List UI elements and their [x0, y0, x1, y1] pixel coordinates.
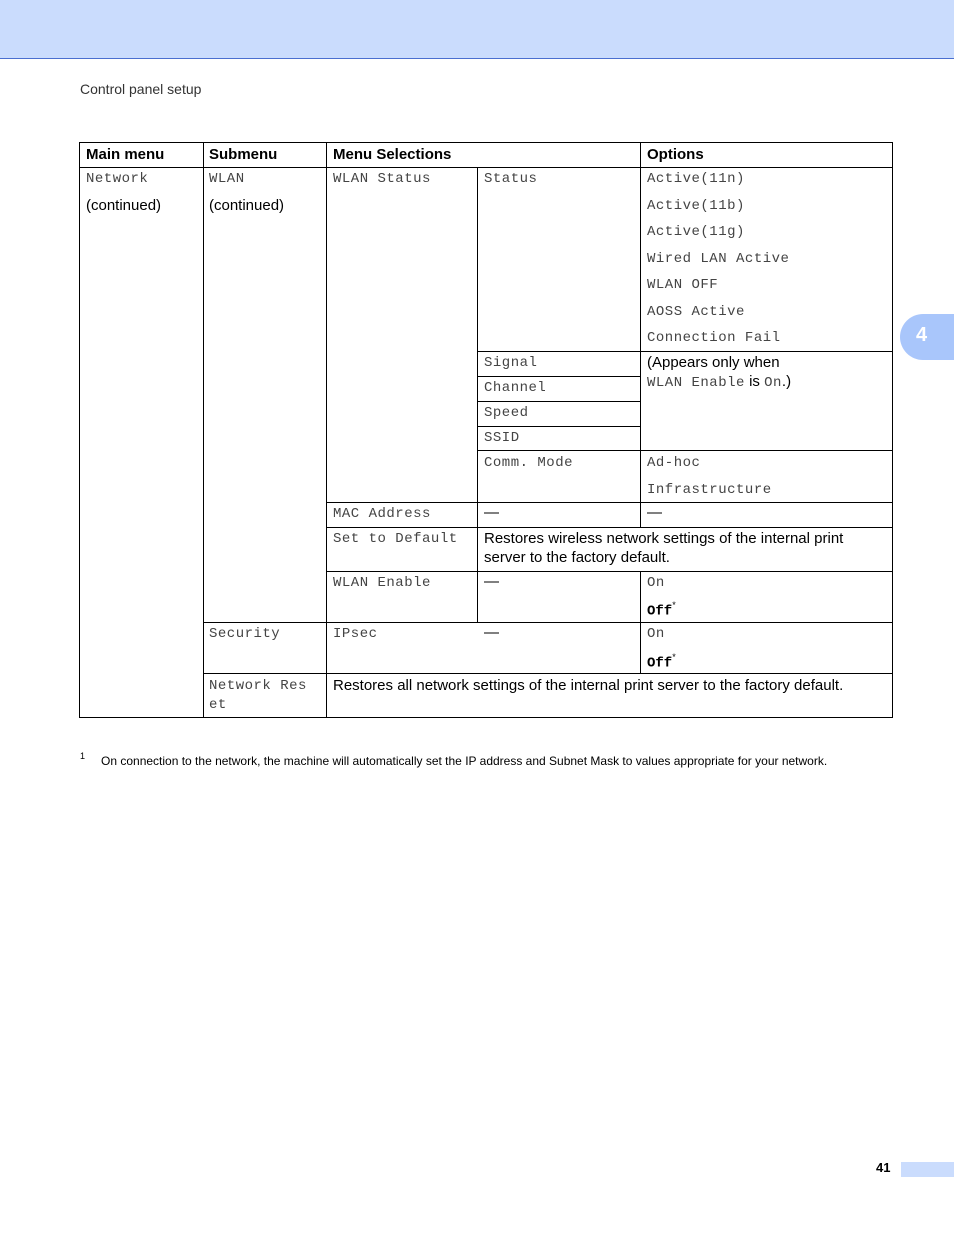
row-divider-signal	[477, 376, 641, 377]
submenu-continued: (continued)	[209, 197, 285, 214]
option-wlan-off: WLAN OFF	[647, 277, 719, 293]
selection-set-to-default: Set to Default	[333, 531, 458, 547]
appears-note-code2: On	[764, 375, 782, 391]
option-ad-hoc: Ad-hoc	[647, 455, 701, 471]
selection-mac-address: MAC Address	[333, 506, 431, 522]
wlan-enable-option-on: On	[647, 575, 665, 591]
row-divider-ssid	[477, 450, 893, 451]
selection-speed: Speed	[484, 405, 529, 421]
table-border-right	[892, 142, 893, 718]
appears-note-is: is	[744, 373, 765, 390]
ipsec-option-on: On	[647, 626, 665, 642]
header-menu-selections: Menu Selections	[333, 146, 452, 163]
appears-note-line2	[647, 373, 791, 391]
header-main-menu: Main menu	[86, 146, 165, 163]
option-infrastructure: Infrastructure	[647, 482, 772, 498]
wlan-enable-off-mark: *	[672, 600, 676, 610]
mac-address-sub-dash: —	[484, 504, 499, 521]
page-number: 41	[876, 1160, 891, 1175]
ipsec-option-off	[647, 652, 676, 671]
main-menu-network: Network	[86, 171, 149, 187]
header-submenu: Submenu	[209, 146, 278, 163]
chapter-tab[interactable]	[900, 314, 954, 360]
wlan-enable-off-label: Off	[647, 603, 673, 620]
selection-wlan-enable: WLAN Enable	[333, 575, 431, 591]
set-to-default-desc-2: server to the factory default.	[484, 549, 670, 566]
footnote-text: On connection to the network, the machine will automatically set the IP address and Subnet Mask to values appropriate for your network.	[101, 754, 828, 768]
ipsec-off-mark: *	[672, 652, 676, 662]
selection-ipsec: IPsec	[333, 626, 378, 642]
option-active-11g: Active(11g)	[647, 224, 745, 240]
page-bar	[901, 1162, 954, 1177]
row-divider-wlan	[203, 622, 893, 623]
selection-ssid: SSID	[484, 430, 520, 446]
chapter-number: 4	[916, 324, 928, 346]
appears-note-code1: WLAN Enable	[647, 375, 745, 391]
option-wired-lan-active: Wired LAN Active	[647, 251, 790, 267]
submenu-wlan: WLAN	[209, 171, 245, 187]
col-divider-sub	[477, 167, 478, 623]
col-divider-2	[326, 142, 327, 718]
col-divider-1	[203, 142, 204, 718]
selection-channel: Channel	[484, 380, 547, 396]
option-connection-fail: Connection Fail	[647, 330, 781, 346]
breadcrumb: Control panel setup	[80, 81, 202, 97]
main-menu-continued: (continued)	[86, 197, 162, 214]
row-divider-speed	[477, 426, 641, 427]
network-reset-description: Restores all network settings of the internal print server to the factory default.	[333, 677, 844, 694]
footnote-mark: 1	[80, 751, 86, 761]
option-active-11b: Active(11b)	[647, 198, 745, 214]
selection-status: Status	[484, 171, 538, 187]
selection-wlan-status: WLAN Status	[333, 171, 431, 187]
option-aoss-active: AOSS Active	[647, 304, 745, 320]
header-options: Options	[647, 146, 704, 163]
option-active-11n: Active(11n)	[647, 171, 745, 187]
set-to-default-desc-1: Restores wireless network settings of the internal print	[484, 530, 844, 547]
submenu-security: Security	[209, 626, 281, 642]
selection-comm-mode: Comm. Mode	[484, 455, 574, 471]
row-divider-comm	[326, 502, 893, 503]
table-border-top	[79, 142, 893, 143]
wlan-enable-sub-dash: —	[484, 573, 499, 590]
row-divider-mac	[326, 527, 893, 528]
submenu-network-reset-2: et	[209, 697, 227, 713]
col-divider-3-header	[640, 142, 641, 168]
header-band	[0, 0, 954, 59]
table-border-bottom	[79, 717, 893, 718]
appears-note-close: .)	[781, 373, 792, 390]
header-divider	[79, 167, 893, 168]
col-divider-options-a	[640, 167, 641, 528]
selection-signal: Signal	[484, 355, 538, 371]
mac-address-option-dash: —	[647, 504, 662, 521]
submenu-network-reset-1: Network Res	[209, 678, 307, 694]
wlan-enable-option-off	[647, 600, 676, 619]
row-divider-status	[477, 351, 893, 352]
row-divider-security	[203, 673, 893, 674]
appears-note-line1: (Appears only when	[647, 354, 780, 371]
table-border-left	[79, 142, 80, 718]
row-divider-channel	[477, 401, 641, 402]
ipsec-off-label: Off	[647, 655, 673, 672]
ipsec-sub-dash: —	[484, 624, 499, 641]
row-divider-default	[326, 571, 893, 572]
